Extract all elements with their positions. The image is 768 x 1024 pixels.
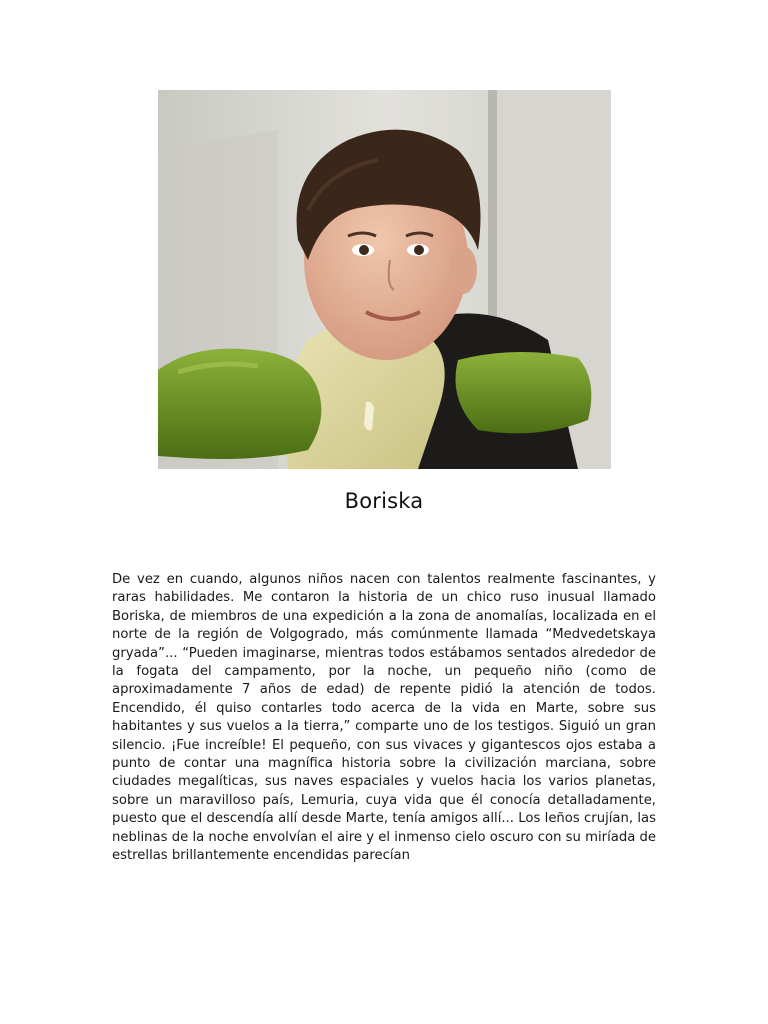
boy-photo — [158, 90, 611, 469]
body-paragraph: De vez en cuando, algunos niños nacen con talentos realmente fascinantes, y raras habilidades. Me contaron la historia de un chico ruso inusual llamado Boriska, de miembros de una expedición a la zona de anomalías, localizada en el norte de la región de Volgogrado, más comúnmente llamada “Medvedetskaya gryada”... “Pueden imaginarse, mientras todos estábamos sentados alrededor de la fogata del campamento, por la noche, un pequeño niño (como de aproximadamente 7 años de edad) de repente pidió la atención de todos. Encendido, él quiso contarles todo acerca de la vida en Marte, sobre sus habitantes y sus vuelos a la tierra,” comparte uno de los testigos. Siguió un gran silencio. ¡Fue increíble! El pequeño, con sus vivaces y gigantescos ojos estaba a punto de contar una magnífica historia sobre la civilización marciana, sobre ciudades megalíticas, sus naves espaciales y vuelos hacia los varios planetas, sobre un maravilloso país, Lemuria, cuya vida que él conocía detalladamente, puesto que el descendía allí desde Marte, tenía amigos allí... Los leños crujían, las neblinas de la noche envolvían el aire y el inmenso cielo oscuro con su miríada de estrellas brillantemente encendidas parecían — [112, 572, 656, 864]
caption-title: Boriska — [344, 489, 424, 513]
